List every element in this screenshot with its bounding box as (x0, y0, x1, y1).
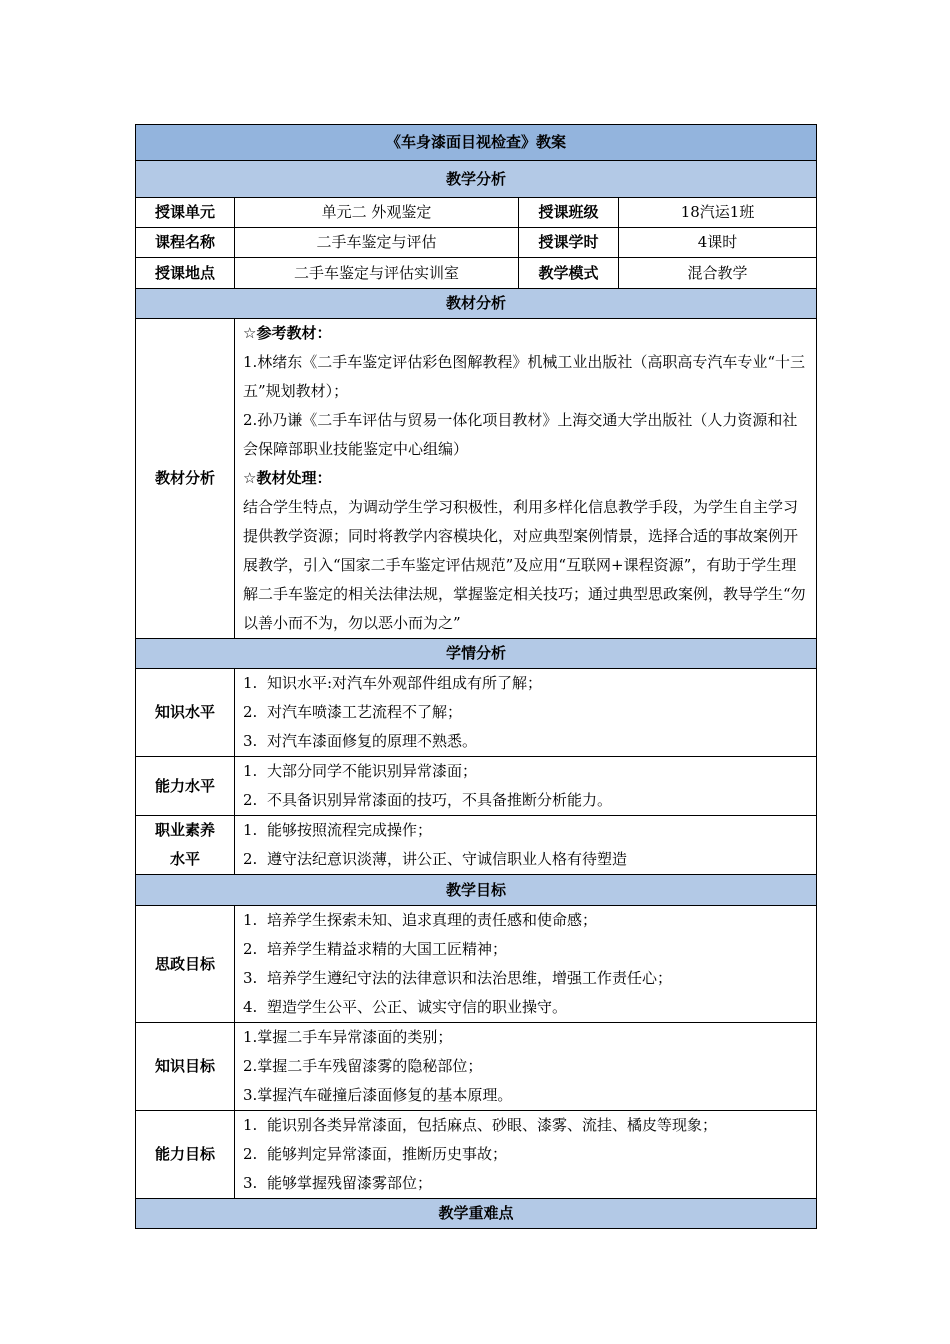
mode-label: 教学模式 (519, 258, 619, 289)
section-header-student-analysis: 学情分析 (136, 639, 817, 669)
list-item: 2. 对汽车喷漆工艺流程不了解； (243, 703, 463, 721)
document-title: 《车身漆面目视检查》教案 (136, 125, 817, 161)
place-label: 授课地点 (136, 258, 235, 289)
class-value: 18汽运1班 (619, 198, 817, 228)
list-item: 3. 能够掌握残留漆雾部位； (243, 1174, 433, 1192)
place-value: 二手车鉴定与评估实训室 (235, 258, 519, 289)
list-item: 1.掌握二手车异常漆面的类别； (243, 1028, 453, 1046)
list-item: 1. 能够按照流程完成操作； (243, 821, 433, 839)
hours-label: 授课学时 (519, 228, 619, 258)
unit-value: 单元二 外观鉴定 (235, 198, 519, 228)
reference-heading: ☆参考教材： (243, 324, 332, 342)
list-item: 2.掌握二手车残留漆雾的隐秘部位； (243, 1057, 483, 1075)
class-label: 授课班级 (519, 198, 619, 228)
knowledge-level-label: 知识水平 (136, 669, 235, 757)
list-item: 1. 能识别各类异常漆面，包括麻点、砂眼、漆雾、流挂、橘皮等现象； (243, 1116, 718, 1134)
ability-level-label: 能力水平 (136, 757, 235, 816)
list-item: 3. 对汽车漆面修复的原理不熟悉。 (243, 732, 478, 750)
list-item: 2. 遵守法纪意识淡薄，讲公正、守诚信职业人格有待塑造 (243, 850, 628, 868)
course-value: 二手车鉴定与评估 (235, 228, 519, 258)
literacy-level-label: 职业素养 水平 (136, 816, 235, 875)
section-header-material-analysis: 教材分析 (136, 289, 817, 319)
list-item: 4. 塑造学生公平、公正、诚实守信的职业操守。 (243, 998, 568, 1016)
list-item: 2. 能够判定异常漆面，推断历史事故； (243, 1145, 508, 1163)
reference-item-2: 2.孙乃谦《二手车评估与贸易一体化项目教材》上海交通大学出版社（人力资源和社会保障部职业技能鉴定中心组编） (243, 411, 798, 458)
lesson-plan-table (135, 124, 817, 1229)
list-item: 3.掌握汽车碰撞后漆面修复的基本原理。 (243, 1086, 513, 1104)
ability-level-list (235, 757, 817, 816)
material-content (235, 319, 817, 639)
section-header-teaching-objectives: 教学目标 (136, 875, 817, 906)
knowledge-objective-list (235, 1023, 817, 1111)
list-item: 2. 不具备识别异常漆面的技巧，不具备推断分析能力。 (243, 791, 613, 809)
processing-heading: ☆教材处理： (243, 469, 332, 487)
list-item: 2. 培养学生精益求精的大国工匠精神； (243, 940, 508, 958)
list-item: 3. 培养学生遵纪守法的法律意识和法治思维，增强工作责任心； (243, 969, 673, 987)
hours-value: 4课时 (619, 228, 817, 258)
knowledge-objective-label: 知识目标 (136, 1023, 235, 1111)
list-item: 1. 知识水平:对汽车外观部件组成有所了解； (243, 674, 543, 692)
literacy-level-list (235, 816, 817, 875)
list-item: 1. 培养学生探索未知、追求真理的责任感和使命感； (243, 911, 598, 929)
ideology-objective-label: 思政目标 (136, 906, 235, 1023)
section-header-key-points: 教学重难点 (136, 1199, 817, 1229)
ideology-objective-list (235, 906, 817, 1023)
mode-value: 混合教学 (619, 258, 817, 289)
list-item: 1. 大部分同学不能识别异常漆面； (243, 762, 478, 780)
reference-item-1: 1.林绪东《二手车鉴定评估彩色图解教程》机械工业出版社（高职高专汽车专业“十三五”规划教材）； (243, 353, 805, 400)
course-label: 课程名称 (136, 228, 235, 258)
material-label: 教材分析 (136, 319, 235, 639)
ability-objective-label: 能力目标 (136, 1111, 235, 1199)
unit-label: 授课单元 (136, 198, 235, 228)
knowledge-level-list (235, 669, 817, 757)
processing-text: 结合学生特点，为调动学生学习积极性，利用多样化信息教学手段，为学生自主学习提供教学资源；同时将教学内容模块化，对应典型案例情景，选择合适的事故案例开展教学，引入“国家二手车鉴定评估规范”及应用“互联网+课程资源”，有助于学生理解二手车鉴定的相关法律法规，掌握鉴定相关技巧；通过典型思政案例，教导学生“勿以善小而不为，勿以恶小而为之” (243, 498, 806, 632)
section-header-teaching-analysis: 教学分析 (136, 161, 817, 198)
ability-objective-list (235, 1111, 817, 1199)
